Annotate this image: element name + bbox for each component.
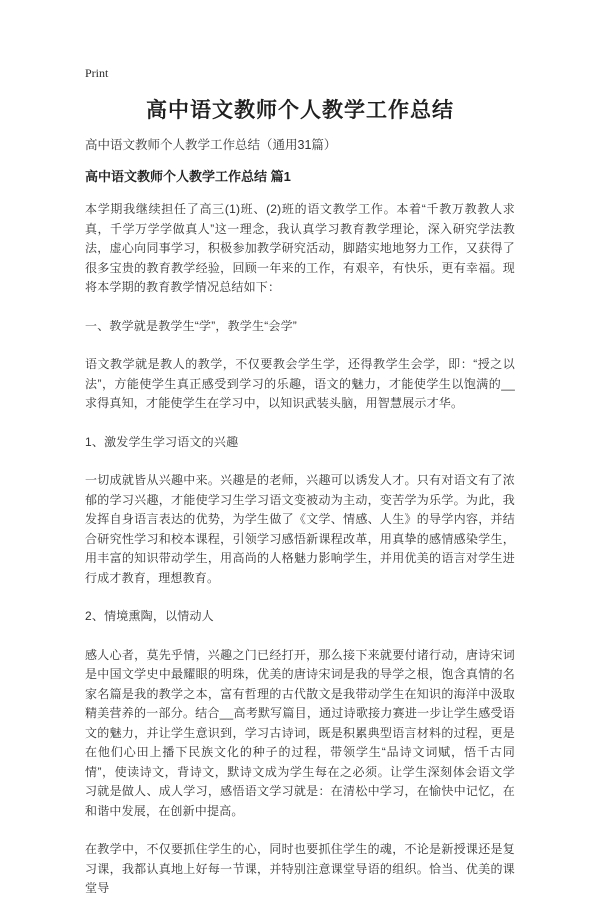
section-heading: 2、情境熏陶，以情动人	[85, 609, 214, 624]
section-heading: 1、激发学生学习语文的兴趣	[85, 434, 239, 449]
paragraph: 语文教学就是教人的教学，不仅要教会学生学，还得教学生会学，即：“授之以法”，方能使学生真正感受到学习的乐趣，语文的魅力，才能使学生以饱满的__求得真知，才能使学生在学习中，以知识武装头脑，用智慧展示才华。	[85, 357, 515, 411]
print-link[interactable]: Print	[85, 66, 109, 80]
article-heading: 高中语文教师个人教学工作总结 篇1	[85, 168, 291, 184]
section-heading: 一、教学就是教学生“学”，教学生“会学”	[85, 318, 297, 333]
page-title: 高中语文教师个人教学工作总结	[146, 99, 454, 122]
article-body	[85, 200, 515, 899]
paragraph: 感人心者，莫先乎情，兴趣之门已经打开，那么接下来就要付诸行动，唐诗宋词是中国文学史中最耀眼的明珠，优美的唐诗宋词是我的导学之根，饱含真情的名家名篇是我的教学之本，富有哲理的古代散文是我带动学生在知识的海洋中汲取精美营养的一部分。结合__高考默写篇目，通过诗歌接力赛进一步让学生感受语文的魅力，并让学生意识到，学习古诗词，既是积累典型语言材料的过程，更是在他们心田上播下民族文化的种子的过程，带领学生“品诗文词赋，悟千古同情”，使读诗文，背诗文，默诗文成为学生每在之必须。让学生深刻体会语文学习就是做人、成人学习，感悟语文学习就是：在清松中学习，在愉快中记忆，在和谐中发展，在创新中提高。	[85, 647, 515, 818]
page-subtitle: 高中语文教师个人教学工作总结（通用31篇）	[85, 138, 337, 153]
paragraph: 在教学中，不仅要抓住学生的心，同时也要抓住学生的魂，不论是新授课还是复习课，我都认真地上好每一节课，并特别注意课堂导语的组织。恰当、优美的课堂导	[85, 842, 515, 896]
paragraph: 一切成就皆从兴趣中来。兴趣是的老师，兴趣可以诱发人才。只有对语文有了浓郁的学习兴趣，才能使学习生学习语文变被动为主动，变苦学为乐学。为此，我发挥自身语言表达的优势，为学生做了《文学、情感、人生》的导学内容，并结合研究性学习和校本课程，引领学习感悟新课程改革，用真挚的感情感染学生，用丰富的知识带动学生，用高尚的人格魅力影响学生，并用优美的语言对学生进行成才教育，理想教育。	[85, 473, 515, 585]
paragraph: 本学期我继续担任了高三(1)班、(2)班的语文教学工作。本着“千教万教教人求真，千学万学学做真人”这一理念，我认真学习教育教学理论，深入研究学法教法，虚心向同事学习，积极参加教学研究活动，脚踏实地地努力工作，又获得了很多宝贵的教育教学经验，回顾一年来的工作，有艰辛，有快乐，更有幸福。现将本学期的教育教学情况总结如下：	[85, 202, 515, 295]
